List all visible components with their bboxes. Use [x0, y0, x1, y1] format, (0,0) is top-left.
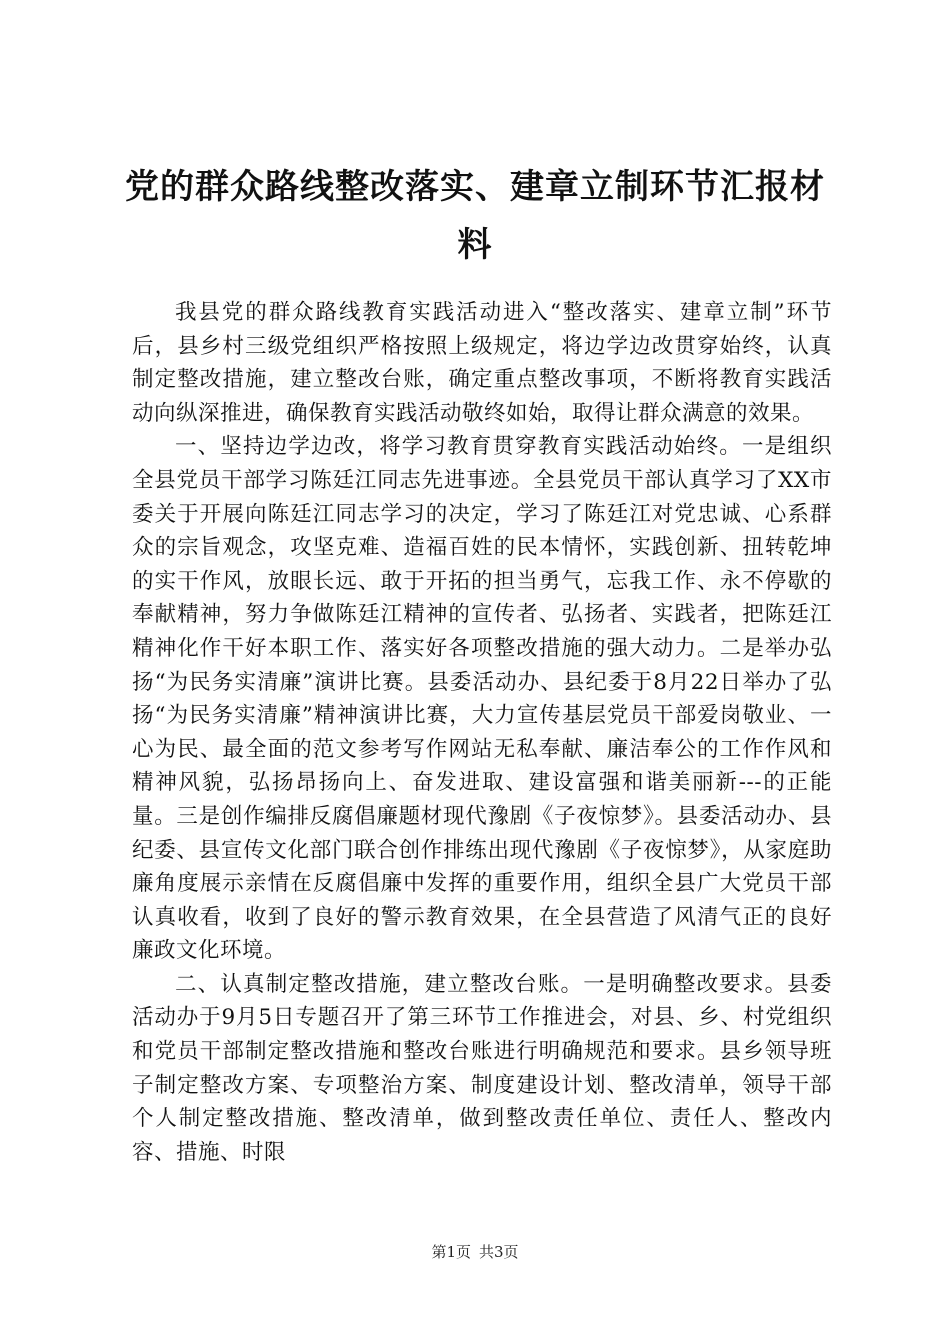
paragraph-intro: 我县党的群众路线教育实践活动进入“整改落实、建章立制”环节后，县乡村三级党组织严格按照上级规定，将边学边改贯穿始终，认真制定整改措施，建立整改台账，确定重点整改事项，不断将教育实践活动向纵深推进，确保教育实践活动敬终如始，取得让群众满意的效果。 [132, 300, 832, 426]
page-total: 共3页 [479, 1243, 519, 1261]
page-footer [0, 1242, 950, 1262]
paragraph-section-two: 二、认真制定整改措施，建立整改台账。一是明确整改要求。县委活动办于9月5日专题召开了第三环节工作推进会，对县、乡、村党组织和党员干部制定整改措施和整改台账进行明确规范和要求。县乡领导班子制定整改方案、专项整治方案、制度建设计划、整改清单，领导干部个人制定整改措施、整改清单，做到整改责任单位、责任人、整改内容、措施、时限 [132, 971, 832, 1165]
document-title: 党的群众路线整改落实、建章立制环节汇报材料 [125, 167, 825, 265]
page-number: 第1页 [431, 1243, 471, 1261]
document-body [132, 296, 832, 1169]
paragraph-section-one: 一、坚持边学边改，将学习教育贯穿教育实践活动始终。一是组织全县党员干部学习陈廷江同志先进事迹。全县党员干部认真学习了XX市委关于开展向陈廷江同志学习的决定，学习了陈廷江对党忠诚、心系群众的宗旨观念，攻坚克难、造福百姓的民本情怀，实践创新、扭转乾坤的实干作风，放眼长远、敢于开拓的担当勇气，忘我工作、永不停歇的奉献精神，努力争做陈廷江精神的宣传者、弘扬者、实践者，把陈廷江精神化作干好本职工作、落实好各项整改措施的强大动力。二是举办弘扬“为民务实清廉”演讲比赛。县委活动办、县纪委于8月22日举办了弘扬“为民务实清廉”精神演讲比赛，大力宣传基层党员干部爱岗敬业、一心为民、最全面的范文参考写作网站无私奉献、廉洁奉公的工作作风和精神风貌，弘扬昂扬向上、奋发进取、建设富强和谐美丽新---的正能量。三是创作编排反腐倡廉题材现代豫剧《子夜惊梦》。县委活动办、县纪委、县宣传文化部门联合创作排练出现代豫剧《子夜惊梦》，从家庭助廉角度展示亲情在反腐倡廉中发挥的重要作用，组织全县广大党员干部认真收看，收到了良好的警示教育效果，在全县营造了风清气正的良好廉政文化环境。 [132, 434, 832, 964]
